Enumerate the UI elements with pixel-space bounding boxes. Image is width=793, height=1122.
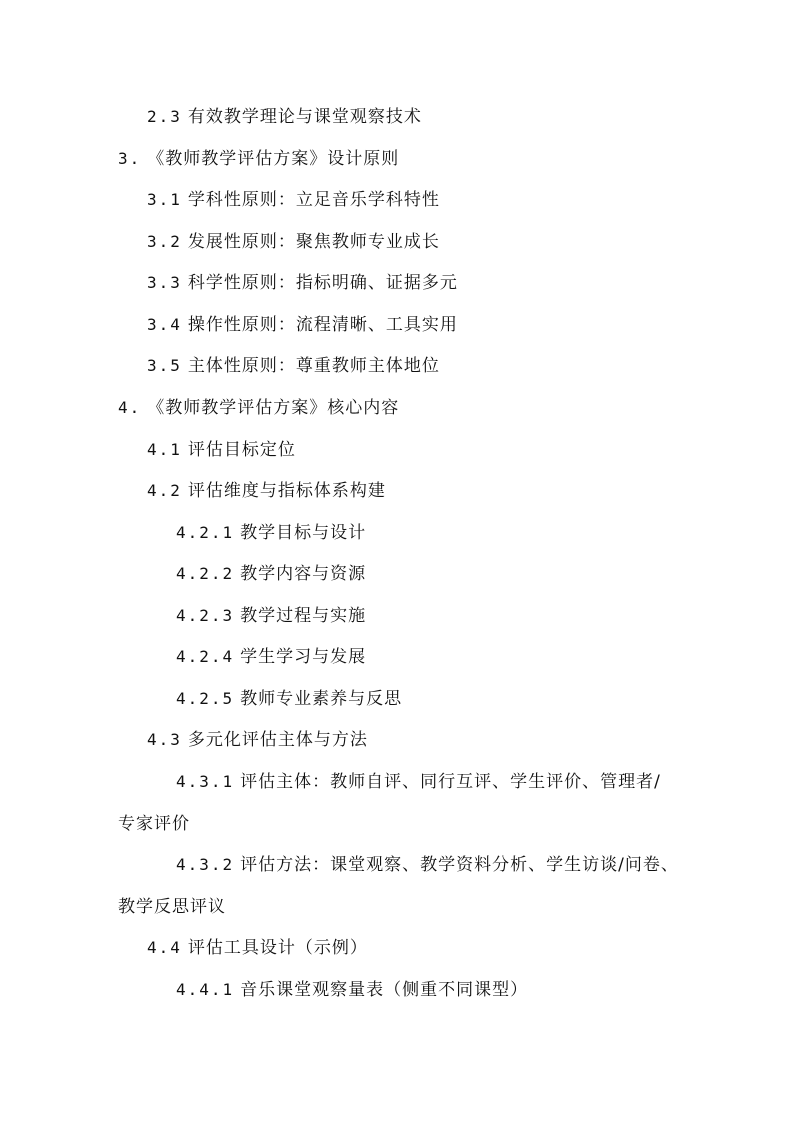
- section-number: 4.2.1: [176, 523, 235, 542]
- section-title: 评估目标定位: [187, 440, 296, 460]
- section-title: 主体性原则：尊重教师主体地位: [187, 356, 440, 376]
- section-number: 3.1: [147, 190, 182, 209]
- outline-item-4: [118, 397, 399, 419]
- section-title: 评估主体：教师自评、同行互评、学生评价、管理者/: [240, 772, 661, 792]
- section-number: 4.3: [147, 730, 182, 749]
- section-number: 4.: [118, 398, 142, 417]
- outline-item-4-1: [147, 439, 296, 461]
- outline-item-4-2: [147, 480, 386, 502]
- section-title-continued: 教学反思评议: [118, 897, 226, 917]
- outline-item-4-3: [147, 729, 368, 751]
- outline-item-4-2-5: [176, 688, 402, 710]
- outline-item-3-5: [147, 355, 440, 377]
- section-title: 教师专业素养与反思: [240, 689, 403, 709]
- section-number: 4.1: [147, 440, 182, 459]
- section-number: 4.2: [147, 481, 182, 500]
- outline-item-3-1: [147, 189, 440, 211]
- outline-item-4-3-1-continued: [118, 813, 190, 835]
- section-number: 3.2: [147, 232, 182, 251]
- section-number: 4.2.5: [176, 689, 235, 708]
- section-title: 科学性原则：指标明确、证据多元: [187, 273, 458, 293]
- section-number: 4.3.1: [176, 772, 235, 791]
- section-number: 3.5: [147, 356, 182, 375]
- section-title: 评估方法：课堂观察、教学资料分析、学生访谈/问卷、: [240, 855, 679, 875]
- outline-item-4-3-2: [176, 854, 679, 876]
- outline-item-3-4: [147, 314, 458, 336]
- section-title: 评估工具设计（示例）: [187, 938, 368, 958]
- outline-item-4-3-2-continued: [118, 896, 226, 918]
- outline-item-3-2: [147, 231, 440, 253]
- section-number: 3.4: [147, 315, 182, 334]
- section-title: 学科性原则：立足音乐学科特性: [187, 190, 440, 210]
- section-number: 4.2.3: [176, 606, 235, 625]
- section-title: 发展性原则：聚焦教师专业成长: [187, 232, 440, 252]
- outline-item-4-2-1: [176, 522, 366, 544]
- section-number: 4.4: [147, 938, 182, 957]
- outline-item-4-2-4: [176, 646, 366, 668]
- section-title: 教学目标与设计: [240, 523, 367, 543]
- outline-item-2-3: [147, 106, 422, 128]
- outline-item-3: [118, 148, 399, 170]
- section-number: 4.3.2: [176, 855, 235, 874]
- outline-item-4-2-2: [176, 563, 366, 585]
- outline-item-4-4-1: [176, 979, 528, 1001]
- section-title: 教学过程与实施: [240, 606, 367, 626]
- section-title: 《教师教学评估方案》核心内容: [147, 398, 400, 418]
- section-title-continued: 专家评价: [118, 814, 190, 834]
- outline-item-4-2-3: [176, 605, 366, 627]
- section-title: 音乐课堂观察量表（侧重不同课型）: [240, 980, 529, 1000]
- section-title: 操作性原则：流程清晰、工具实用: [187, 315, 458, 335]
- outline-item-4-3-1: [176, 771, 661, 793]
- section-number: 4.2.2: [176, 564, 235, 583]
- section-title: 《教师教学评估方案》设计原则: [147, 149, 400, 169]
- section-title: 学生学习与发展: [240, 647, 367, 667]
- section-title: 多元化评估主体与方法: [187, 730, 368, 750]
- section-title: 有效教学理论与课堂观察技术: [187, 107, 422, 127]
- outline-item-4-4: [147, 937, 368, 959]
- section-number: 2.3: [147, 107, 182, 126]
- section-number: 3.: [118, 149, 142, 168]
- section-number: 3.3: [147, 273, 182, 292]
- section-number: 4.2.4: [176, 647, 235, 666]
- section-number: 4.4.1: [176, 980, 235, 999]
- section-title: 评估维度与指标体系构建: [187, 481, 386, 501]
- outline-item-3-3: [147, 272, 458, 294]
- section-title: 教学内容与资源: [240, 564, 367, 584]
